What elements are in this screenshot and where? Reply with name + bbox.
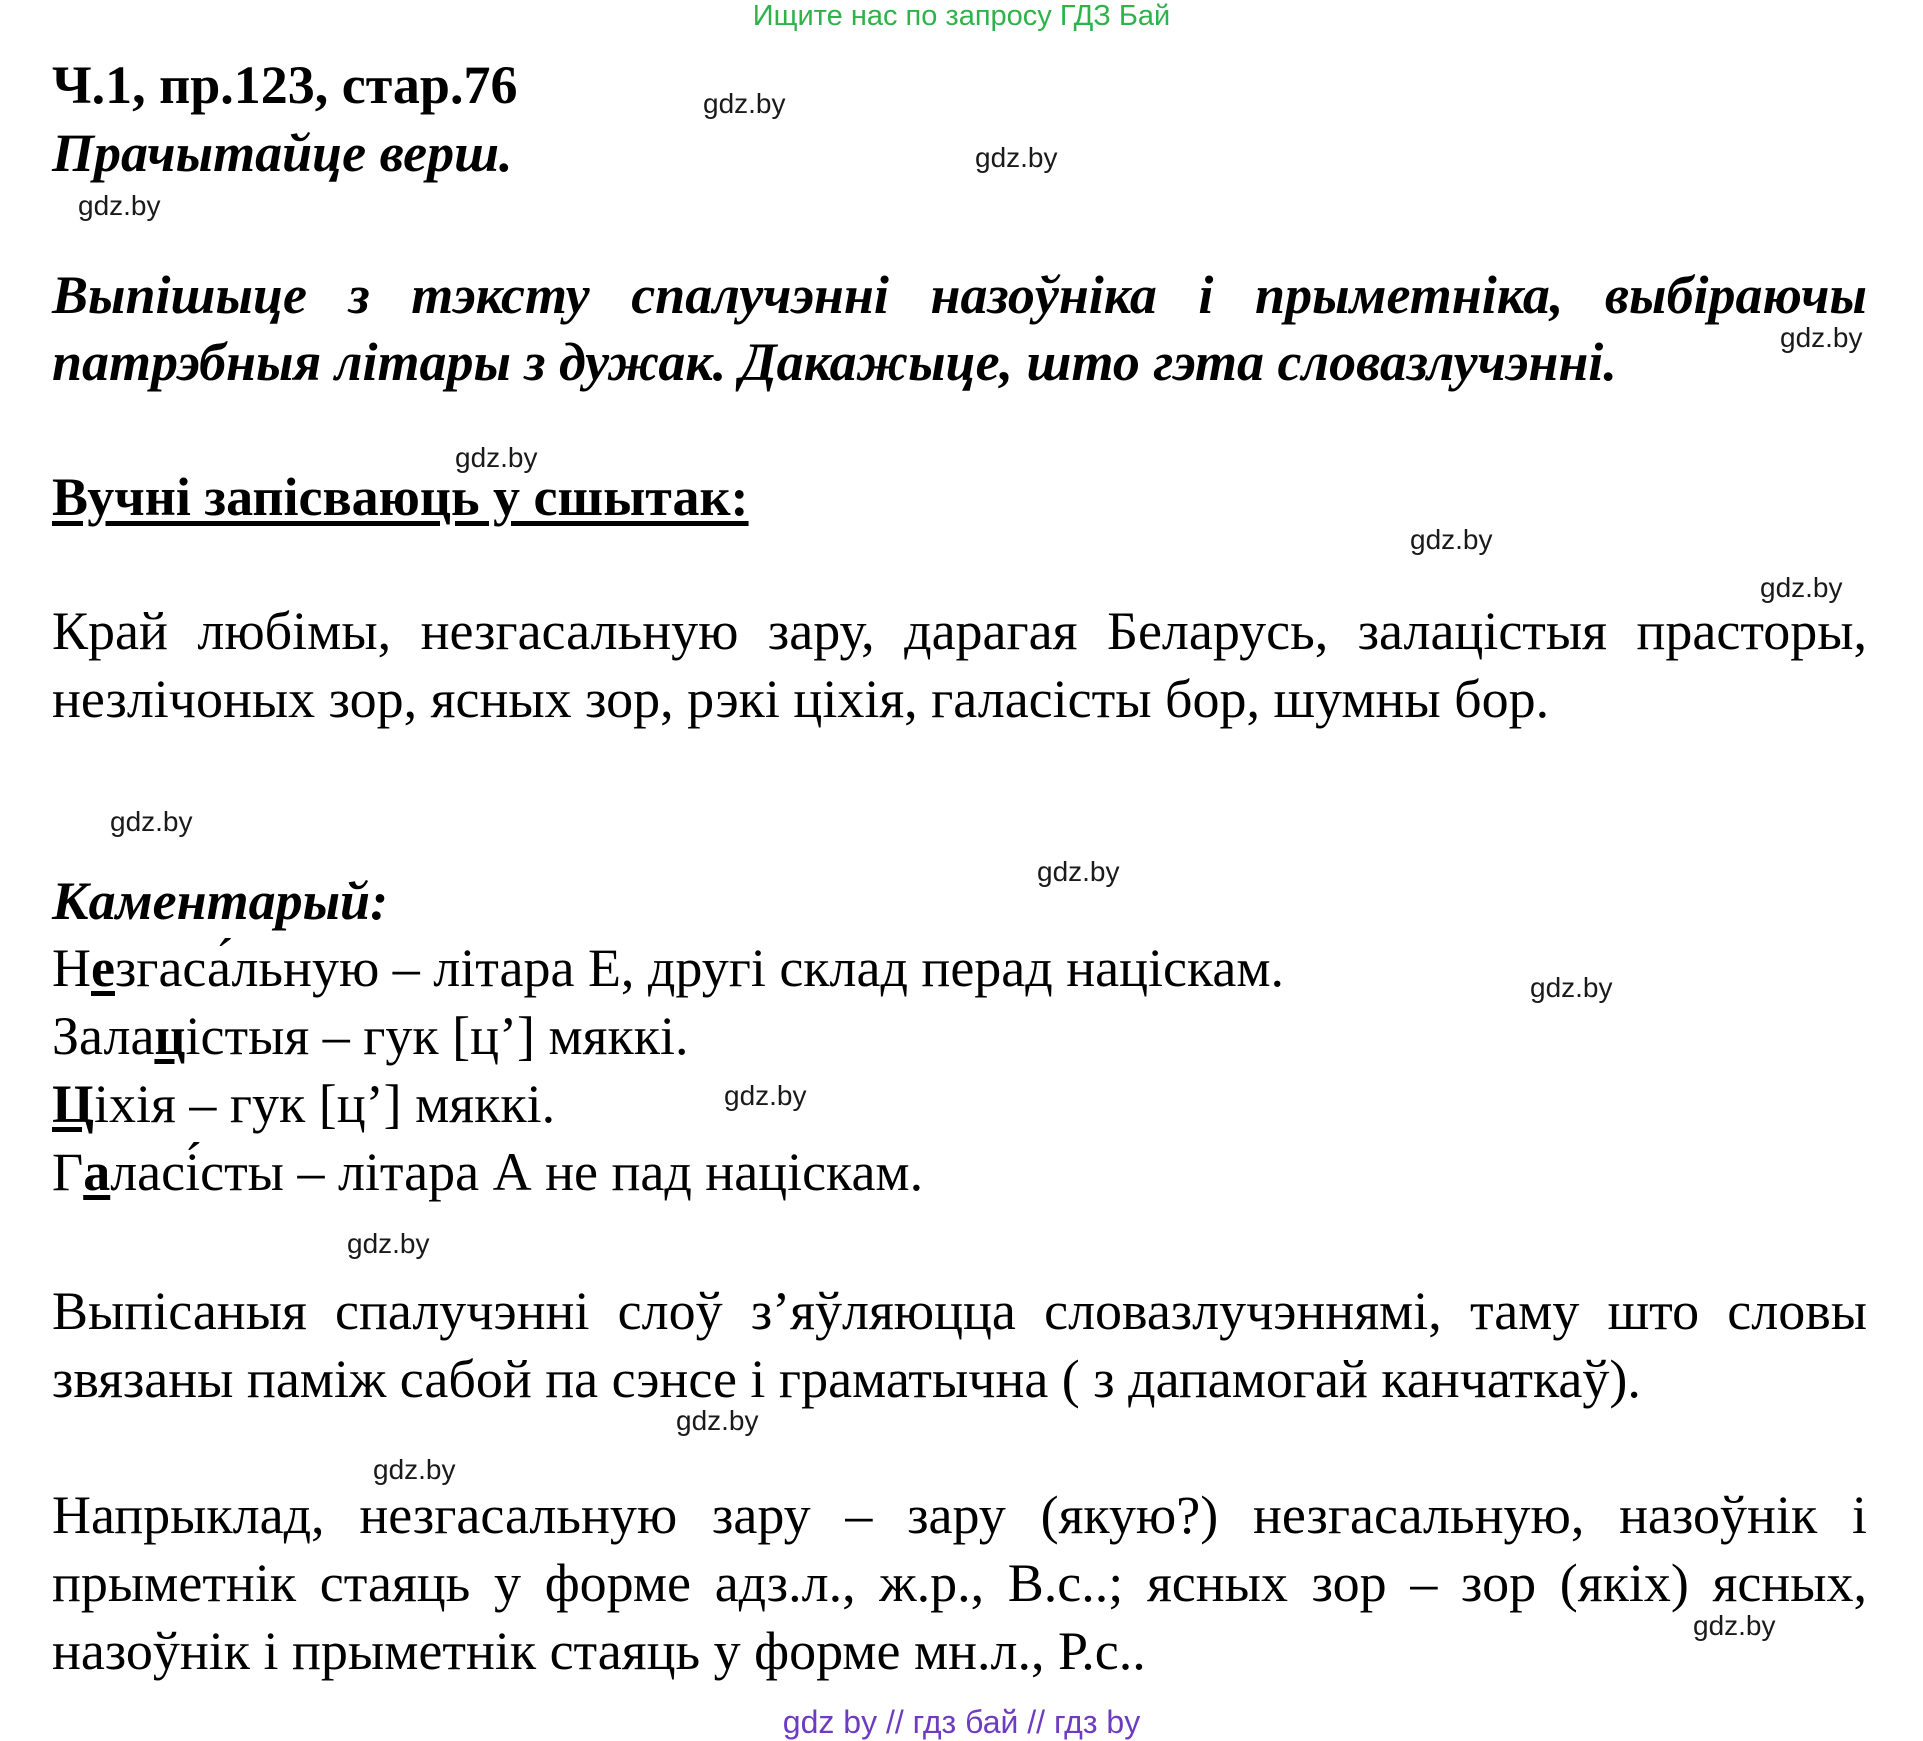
watermark: gdz.by: [373, 1454, 456, 1485]
instruction: Прачытайце верш.: [52, 123, 513, 183]
watermark: gdz.by: [455, 442, 538, 473]
comment-before: Зала: [52, 1006, 155, 1066]
watermark: gdz.by: [1760, 572, 1843, 603]
watermark: gdz.by: [78, 190, 161, 221]
comment-line: [52, 1141, 923, 1203]
answer-text: Край любімы, незгасальную зару, дарагая Беларусь, залацістыя прасторы, незлічоных зор, ясных зор, рэкі ціхія, галасісты бор, шумны бор.: [52, 601, 1867, 729]
explanation-text: Выпісаныя спалучэнні слоў з’яўляюцца словазлучэннямі, таму што словы звязаны паміж сабой па сэнсе і граматычна ( з дапамогай канчаткаў).: [52, 1281, 1867, 1409]
example-text: Напрыклад, незгасальную зару – зару (якую?) незгасальную, назоўнік і прыметнік стаяць у форме адз.л., ж.р., В.с..; ясных зор – зор (якіх) ясных, назоўнік і прыметнік стаяць у форме мн.л., Р.с..: [52, 1485, 1867, 1681]
watermark: gdz.by: [975, 142, 1058, 173]
comment-before: Г: [52, 1142, 84, 1202]
watermark: gdz.by: [1530, 972, 1613, 1003]
watermark: gdz.by: [1037, 856, 1120, 887]
comment-marked-letter: ц: [154, 1006, 186, 1066]
comment-after: ласі́сты – літара А не пад націскам.: [110, 1142, 924, 1202]
comment-heading: Каментарый:: [52, 871, 389, 931]
comment-after: істыя – гук [ц’] мяккі.: [185, 1006, 689, 1066]
watermark: gdz.by: [703, 88, 786, 119]
comment-marked-letter: е: [91, 938, 115, 998]
comment-line: [52, 1073, 555, 1135]
comment-after: іхія – гук [ц’] мяккі.: [94, 1074, 556, 1134]
comment-line: [52, 1005, 688, 1067]
comment-marked-letter: Ц: [52, 1074, 95, 1134]
watermark: gdz.by: [1410, 524, 1493, 555]
watermark: gdz.by: [724, 1080, 807, 1111]
comment-line: [52, 937, 1284, 999]
footer-links: gdz by // гдз бай // гдз by: [782, 1704, 1141, 1740]
comment-before: Н: [52, 938, 91, 998]
notebook-heading: Вучні запісваюць у сшытак:: [52, 467, 749, 527]
task-text: Выпішыце з тэксту спалучэнні назоўніка і прыметніка, выбіраючы патрэбныя літары з дужак. Дакажыце, што гэта словазлучэнні.: [52, 265, 1867, 392]
comment-after: згаса́льную – літара Е, другі склад перад націскам.: [114, 938, 1285, 998]
page-title: Ч.1, пр.123, стар.76: [52, 55, 518, 115]
watermark: gdz.by: [347, 1228, 430, 1259]
comment-marked-letter: а: [83, 1142, 111, 1202]
watermark: gdz.by: [676, 1405, 759, 1436]
watermark: gdz.by: [110, 806, 193, 837]
watermark: gdz.by: [1693, 1610, 1776, 1641]
watermark: gdz.by: [1780, 322, 1863, 353]
top-banner: Ищите нас по запросу ГДЗ Бай: [752, 0, 1171, 32]
